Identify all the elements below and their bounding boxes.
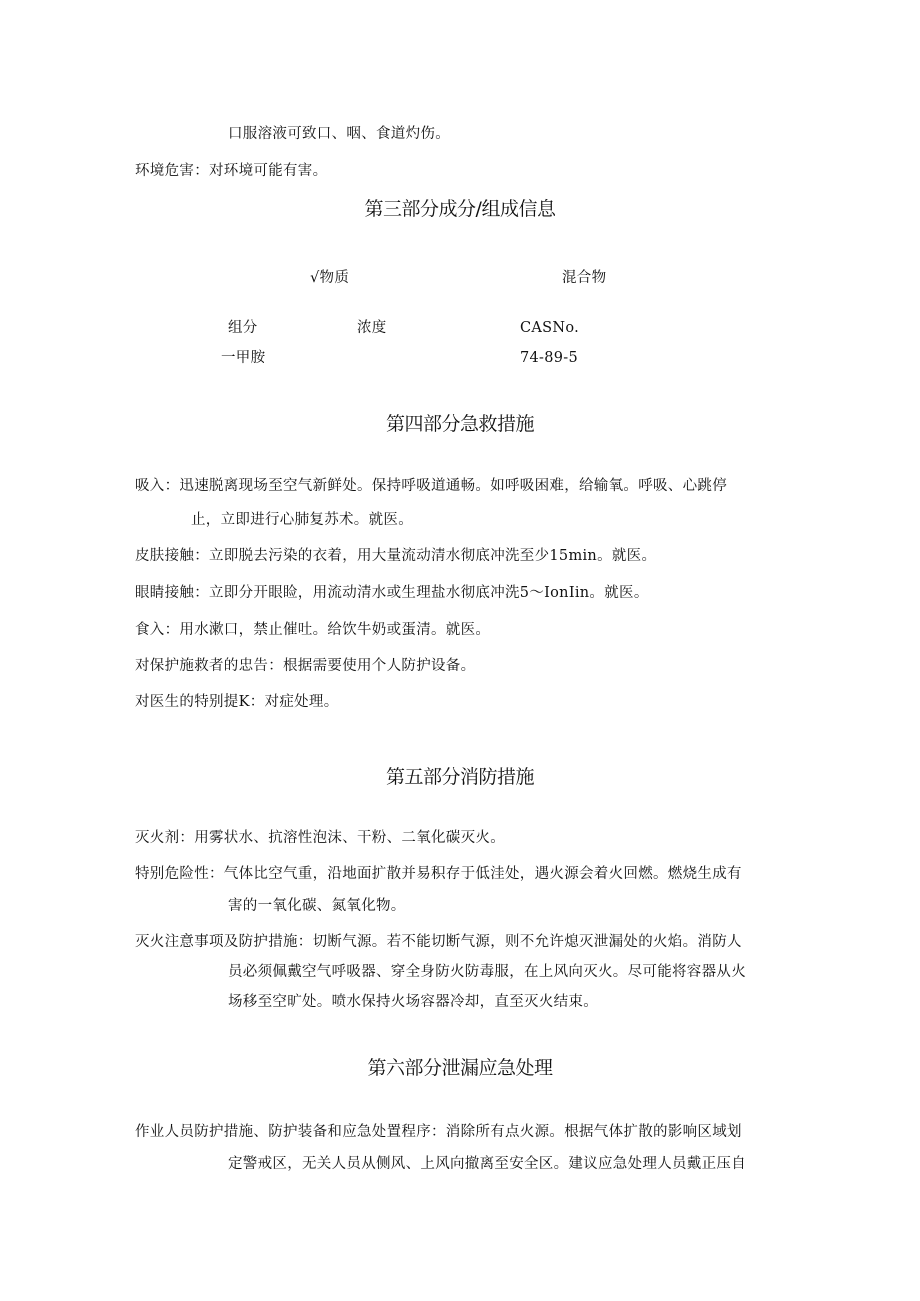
fire-notes: 灭火注意事项及防护措施：切断气源。若不能切断气源，则不允许熄灭泄漏处的火焰。消防人 — [135, 934, 742, 950]
part3-title: 第三部分成分/组成信息 — [364, 198, 556, 220]
leak-procedure: 作业人员防护措施、防护装备和应急处置程序：消除所有点火源。根据气体扩散的影响区域划 — [135, 1124, 742, 1140]
fire-hazard-cont: 害的一氧化碳、氮氧化物。 — [228, 898, 406, 914]
first-aid-inhalation: 吸入：迅速脱离现场至空气新鲜处。保持呼吸道通畅。如呼吸困难，给输氧。呼吸、心跳停 — [135, 478, 727, 494]
substance-checkbox-label: √物质 — [310, 270, 350, 286]
first-aid-skin: 皮肤接触：立即脱去污染的衣着，用大量流动清水彻底冲洗至少15min。就医。 — [135, 548, 657, 564]
part6-title: 第六部分泄漏应急处理 — [367, 1057, 553, 1079]
row-component: 一甲胺 — [221, 350, 266, 366]
rescuer-advice: 对保护施救者的忠告：根据需要使用个人防护设备。 — [135, 658, 476, 674]
first-aid-ingestion: 食入：用水漱口，禁止催吐。给饮牛奶或蛋清。就医。 — [135, 622, 491, 638]
mixture-label: 混合物 — [562, 270, 607, 286]
part4-title: 第四部分急救措施 — [385, 413, 534, 435]
header-cas: CASNo. — [520, 320, 580, 336]
hazard-oral-line: 口服溶液可致口、咽、食道灼伤。 — [228, 126, 450, 142]
fire-agent: 灭火剂：用雾状水、抗溶性泡沫、干粉、二氧化碳灭火。 — [135, 830, 505, 846]
leak-procedure-cont: 定警戒区，无关人员从侧风、上风向撤离至安全区。建议应急处理人员戴正压自 — [228, 1156, 746, 1172]
fire-notes-cont-2: 场移至空旷处。喷水保持火场容器冷却，直至灭火结束。 — [228, 994, 598, 1010]
doctor-note: 对医生的特别提K：对症处理。 — [135, 694, 339, 710]
header-component: 组分 — [228, 320, 258, 336]
first-aid-inhalation-cont: 止，立即进行心肺复苏术。就医。 — [191, 512, 413, 528]
row-cas: 74-89-5 — [520, 350, 579, 366]
hazard-environment: 环境危害：对环境可能有害。 — [135, 163, 328, 179]
header-concentration: 浓度 — [357, 320, 387, 336]
part5-title: 第五部分消防措施 — [385, 766, 534, 788]
first-aid-eye: 眼睛接触：立即分开眼睑，用流动清水或生理盐水彻底冲洗5～IonIin。就医。 — [135, 585, 649, 601]
fire-notes-cont-1: 员必须佩戴空气呼吸器、穿全身防火防毒服，在上风向灭火。尽可能将容器从火 — [228, 964, 746, 980]
fire-hazard: 特别危险性：气体比空气重，沿地面扩散并易积存于低洼处，遇火源会着火回燃。燃烧生成有 — [135, 866, 742, 882]
